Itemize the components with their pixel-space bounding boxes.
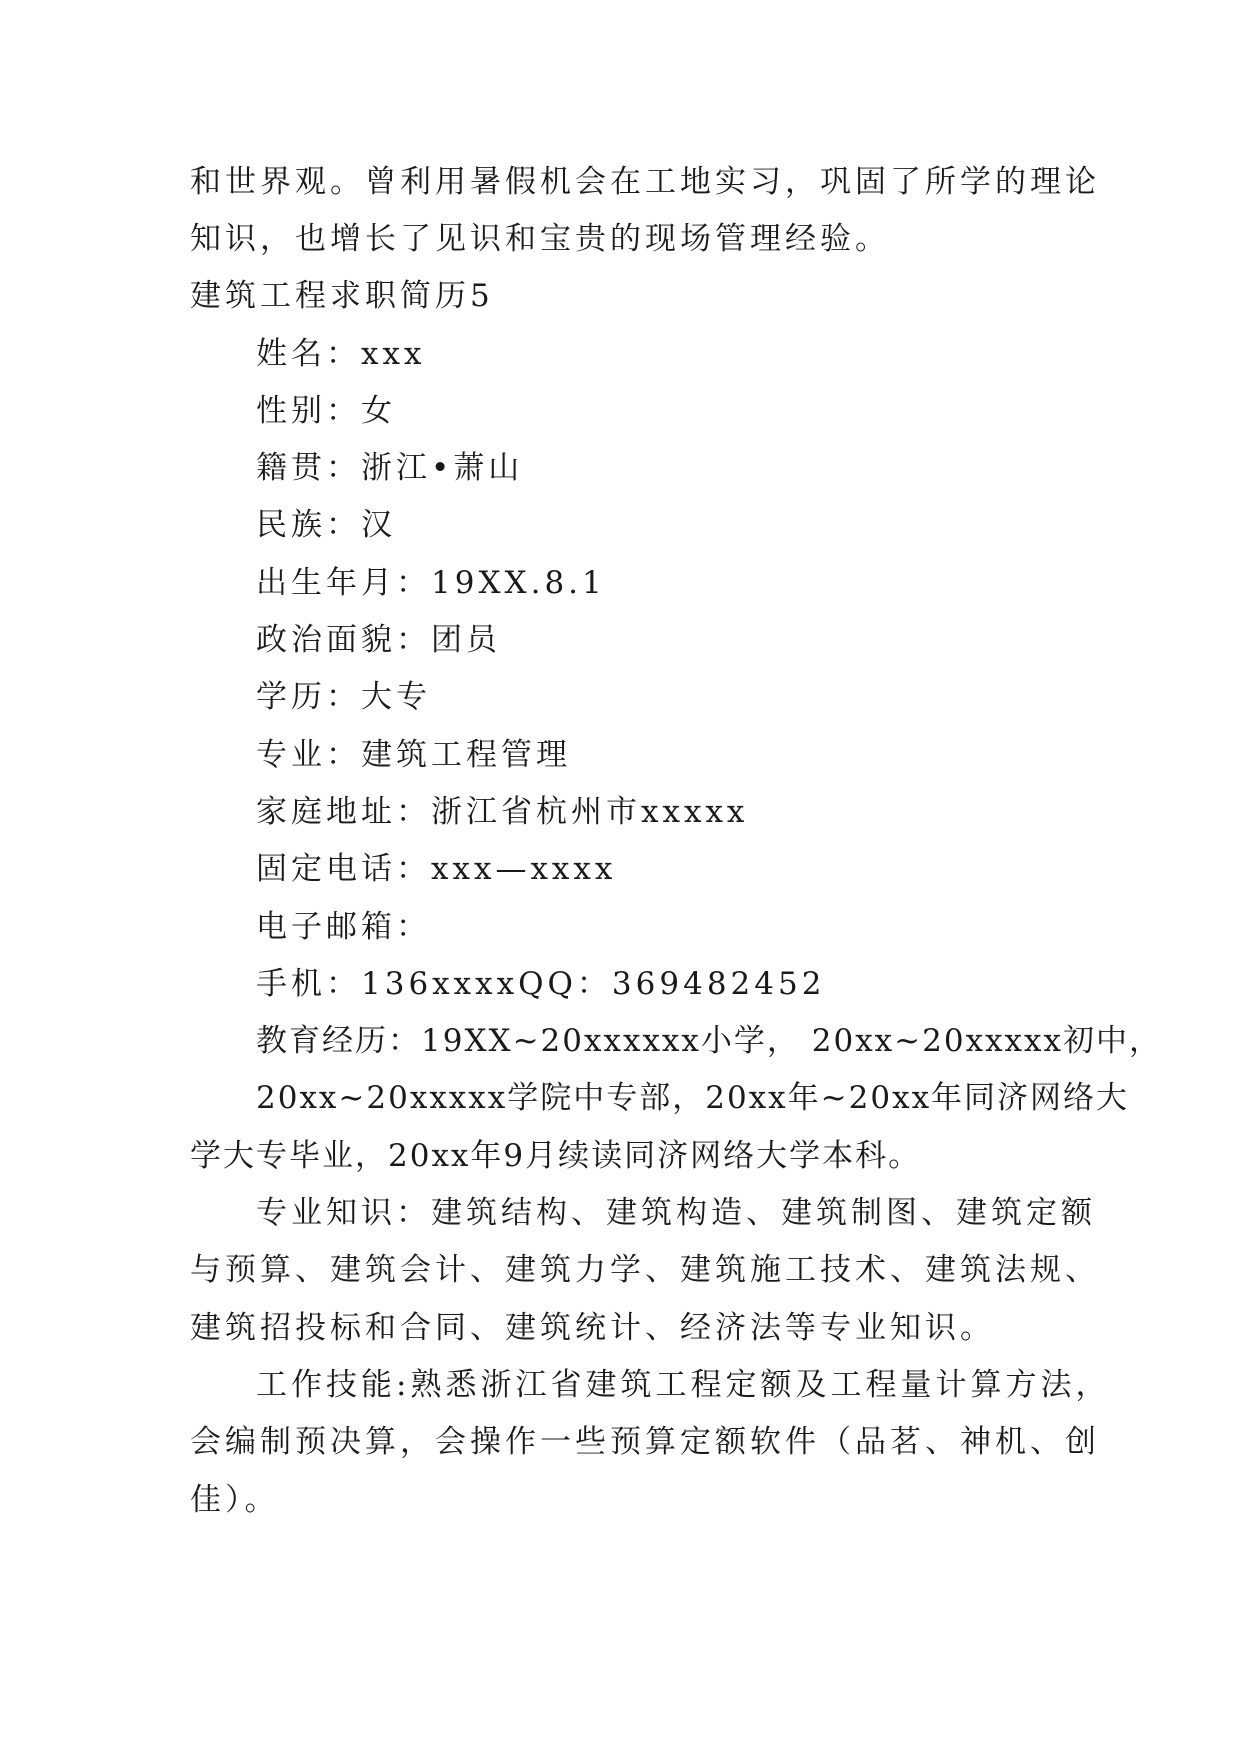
info-email: 电子邮箱： (256, 909, 431, 945)
section-title: 建筑工程求职简历5 (190, 278, 494, 314)
info-gender: 性别：女 (256, 393, 396, 429)
skills-line-2: 会编制预决算，会操作一些预算定额软件（品茗、神机、创 (190, 1424, 1100, 1460)
info-ethnicity: 民族：汉 (256, 507, 396, 543)
intro-line-1: 和世界观。曾利用暑假机会在工地实习，巩固了所学的理论 (190, 164, 1100, 200)
education-line-1: 教育经历：19XX~20xxxxxx小学， 20xx~20xxxxx初中， (256, 1023, 1163, 1059)
info-hometown: 籍贯：浙江•萧山 (256, 450, 524, 486)
skills-line-1: 工作技能:熟悉浙江省建筑工程定额及工程量计算方法， (256, 1367, 1111, 1403)
info-degree: 学历：大专 (256, 679, 431, 715)
info-name: 姓名：xxx (256, 336, 426, 372)
intro-line-2: 知识，也增长了见识和宝贵的现场管理经验。 (190, 221, 890, 257)
info-address: 家庭地址：浙江省杭州市xxxxx (256, 794, 749, 830)
info-major: 专业：建筑工程管理 (256, 737, 571, 773)
info-birth: 出生年月：19XX.8.1 (256, 565, 606, 601)
knowledge-line-1: 专业知识：建筑结构、建筑构造、建筑制图、建筑定额 (256, 1195, 1096, 1231)
education-line-3: 学大专毕业，20xx年9月续读同济网络大学本科。 (190, 1138, 922, 1174)
skills-line-3: 佳）。 (190, 1482, 280, 1518)
knowledge-line-3: 建筑招投标和合同、建筑统计、经济法等专业知识。 (190, 1310, 995, 1346)
info-mobile: 手机：136xxxxQQ：369482452 (256, 966, 826, 1002)
education-line-2: 20xx~20xxxxx学院中专部，20xx年~20xx年同济网络大 (256, 1080, 1130, 1116)
knowledge-line-2: 与预算、建筑会计、建筑力学、建筑施工技术、建筑法规、 (190, 1252, 1100, 1288)
info-phone: 固定电话：xxx—xxxx (256, 851, 617, 887)
info-political: 政治面貌：团员 (256, 622, 501, 658)
